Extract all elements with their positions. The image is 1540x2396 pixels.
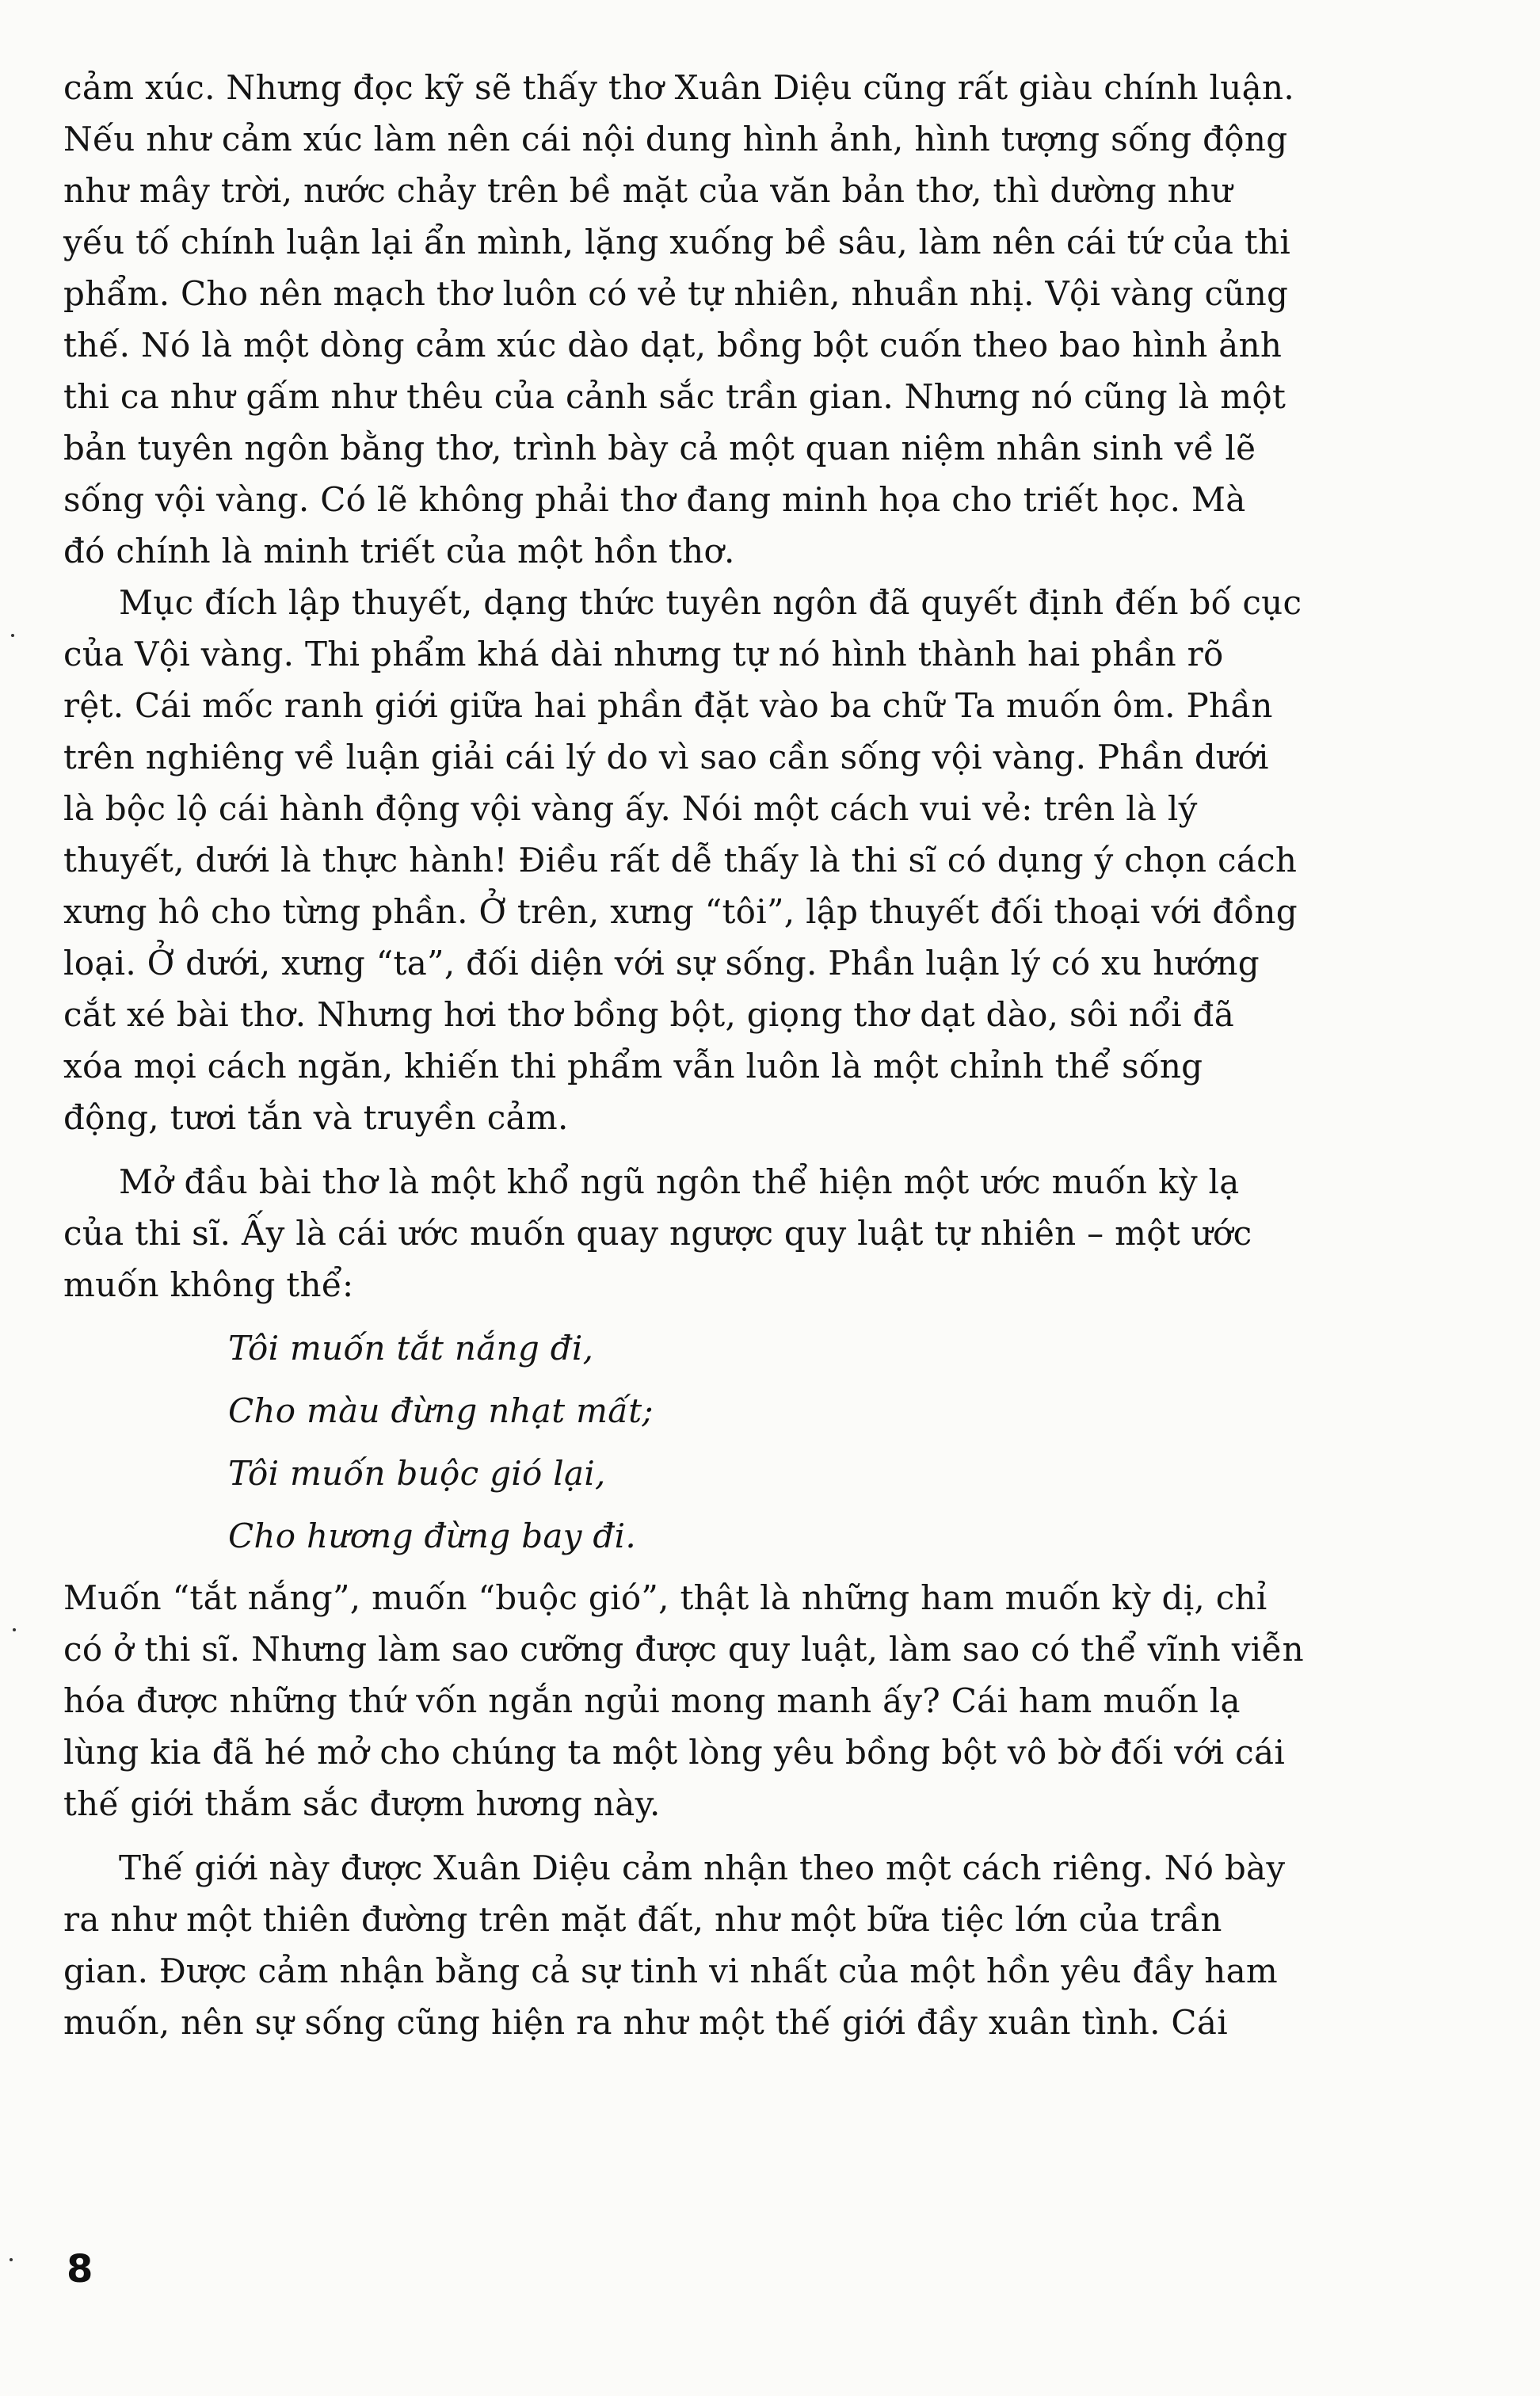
paragraph bbox=[63, 577, 1537, 1143]
text-line: của Vội vàng. Thi phẩm khá dài nhưng tự nó hình thành hai phần rõ bbox=[63, 635, 1224, 673]
scan-speck bbox=[10, 2258, 13, 2261]
text-line: Thế giới này được Xuân Diệu cảm nhận theo một cách riêng. Nó bày bbox=[119, 1849, 1286, 1887]
text-line: của thi sĩ. Ấy là cái ước muốn quay ngược quy luật tự nhiên – một ước bbox=[63, 1214, 1252, 1253]
text-line: Nếu như cảm xúc làm nên cái nội dung hình ảnh, hình tượng sống động bbox=[63, 120, 1288, 158]
paragraph bbox=[63, 1572, 1537, 1829]
text-line: xưng hô cho từng phần. Ở trên, xưng “tôi”, lập thuyết đối thoại với đồng bbox=[63, 892, 1298, 931]
text-line: phẩm. Cho nên mạch thơ luôn có vẻ tự nhiên, nhuần nhị. Vội vàng cũng bbox=[63, 274, 1289, 313]
text-line: Mở đầu bài thơ là một khổ ngũ ngôn thể hiện một ước muốn kỳ lạ bbox=[119, 1162, 1240, 1201]
text-line: như mây trời, nước chảy trên bề mặt của văn bản thơ, thì dường như bbox=[63, 171, 1233, 210]
text-line: động, tươi tắn và truyền cảm. bbox=[63, 1098, 569, 1137]
text-line: đó chính là minh triết của một hồn thơ. bbox=[63, 532, 735, 570]
text-line: ra như một thiên đường trên mặt đất, như một bữa tiệc lớn của trần bbox=[63, 1900, 1222, 1939]
text-line: Muốn “tắt nắng”, muốn “buộc gió”, thật là những ham muốn kỳ dị, chỉ bbox=[63, 1578, 1267, 1617]
scan-speck bbox=[11, 634, 14, 637]
text-line: Mục đích lập thuyết, dạng thức tuyên ngôn đã quyết định đến bố cục bbox=[119, 583, 1302, 622]
text-line: là bộc lộ cái hành động vội vàng ấy. Nói một cách vui vẻ: trên là lý bbox=[63, 789, 1198, 828]
text-line: gian. Được cảm nhận bằng cả sự tinh vi nhất của một hồn yêu đầy ham bbox=[63, 1952, 1279, 1990]
text-line: xóa mọi cách ngăn, khiến thi phẩm vẫn luôn là một chỉnh thể sống bbox=[63, 1047, 1203, 1085]
paragraph bbox=[63, 1842, 1537, 2048]
text-line: sống vội vàng. Có lẽ không phải thơ đang minh họa cho triết học. Mà bbox=[63, 480, 1246, 519]
text-line: muốn, nên sự sống cũng hiện ra như một thế giới đầy xuân tình. Cái bbox=[63, 2003, 1228, 2042]
text-line: bản tuyên ngôn bằng thơ, trình bày cả một quan niệm nhân sinh về lẽ bbox=[63, 429, 1256, 467]
text-line: thuyết, dưới là thực hành! Điều rất dễ thấy là thi sĩ có dụng ý chọn cách bbox=[63, 841, 1298, 879]
text-line: cắt xé bài thơ. Nhưng hơi thơ bồng bột, giọng thơ dạt dào, sôi nổi đã bbox=[63, 995, 1235, 1034]
text-line: muốn không thể: bbox=[63, 1265, 354, 1304]
text-line: yếu tố chính luận lại ẩn mình, lặng xuống bề sâu, làm nên cái tứ của thi bbox=[63, 223, 1291, 261]
paragraph bbox=[63, 1156, 1537, 1311]
paragraph bbox=[63, 62, 1537, 577]
text-line: rệt. Cái mốc ranh giới giữa hai phần đặt vào ba chữ Ta muốn ôm. Phần bbox=[63, 686, 1273, 725]
text-line: loại. Ở dưới, xưng “ta”, đối diện với sự sống. Phần luận lý có xu hướng bbox=[63, 944, 1260, 982]
verse-line: Tôi muốn buộc gió lại, bbox=[228, 1454, 606, 1493]
text-line: trên nghiêng về luận giải cái lý do vì sao cần sống vội vàng. Phần dưới bbox=[63, 738, 1269, 776]
text-line: cảm xúc. Nhưng đọc kỹ sẽ thấy thơ Xuân Diệu cũng rất giàu chính luận. bbox=[63, 68, 1294, 107]
body-text bbox=[63, 62, 1537, 2048]
text-line: thế. Nó là một dòng cảm xúc dào dạt, bồng bột cuốn theo bao hình ảnh bbox=[63, 326, 1283, 364]
text-line: hóa được những thứ vốn ngắn ngủi mong manh ấy? Cái ham muốn lạ bbox=[63, 1681, 1241, 1720]
verse-line: Tôi muốn tắt nắng đi, bbox=[228, 1329, 594, 1368]
scan-speck bbox=[13, 1628, 16, 1631]
poem-verse bbox=[63, 1317, 1537, 1567]
verse-line: Cho màu đừng nhạt mất; bbox=[228, 1391, 654, 1430]
text-line: lùng kia đã hé mở cho chúng ta một lòng yêu bồng bột vô bờ đối với cái bbox=[63, 1733, 1286, 1772]
verse-line: Cho hương đừng bay đi. bbox=[228, 1517, 636, 1555]
text-line: thi ca như gấm như thêu của cảnh sắc trần gian. Nhưng nó cũng là một bbox=[63, 377, 1287, 416]
text-line: có ở thi sĩ. Nhưng làm sao cưỡng được quy luật, làm sao có thể vĩnh viễn bbox=[63, 1630, 1304, 1669]
text-line: thế giới thắm sắc đượm hương này. bbox=[63, 1784, 661, 1823]
page-number: 8 bbox=[67, 2247, 93, 2291]
